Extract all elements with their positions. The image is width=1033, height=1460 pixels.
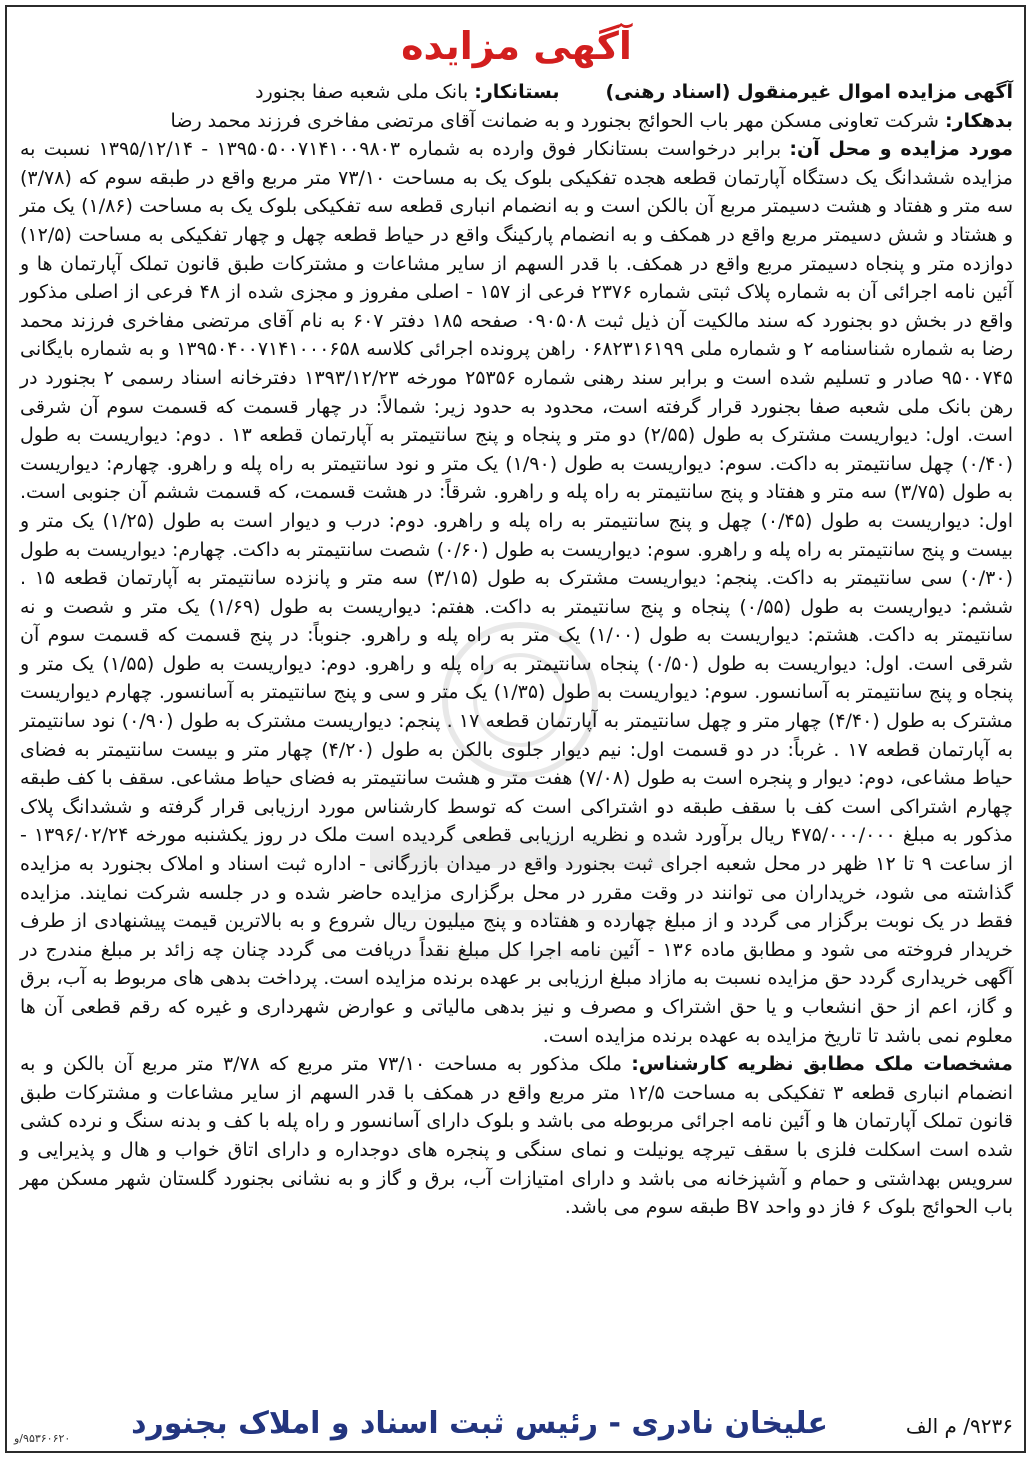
creditor-label: بستانکار: <box>474 81 560 103</box>
debtor-label: بدهکار: <box>944 109 1013 132</box>
property-specs-text: ملک مذکور به مساحت ۷۳/۱۰ متر مربع که ۳/۷۸ متر مربع آن بالکن و به انضمام انباری قطعه ۳ تفکیکی به مساحت ۱۲/۵ متر مربع واقع در همکف با قدر السهم از سایر مشاعات و مشترکات طبق قانون تملک آپارتمان ها و آئین نامه اجرائی مربوطه می باشد و بلوک دارای آسانسور و راه پله با کف و بدنه سنگ و نرده کشی شده است اسکلت فلزی با سقف تیرچه یونیلت و نمای سنگی و پنجره های دوجداره و دارای اتاق خواب و هال و پذیرایی و سرویس بهداشتی و حمام و آشپزخانه می باشد و دارای امتیازات آب، برق و گاز و به نشانی بجنورد گلستان شهر مسکن مهر باب الحوائج بلوک ۶ فاز دو واحد B۷ طبقه سوم می باشد. <box>20 1053 1014 1219</box>
debtor-value: شرکت تعاونی مسکن مهر باب الحوائج بجنورد و به ضمانت آقای مرتضی مفاخری فرزند محمد رضا <box>170 109 939 132</box>
signatory-name: علیخان نادری - رئیس ثبت اسناد و املاک بجنورد <box>131 1406 828 1441</box>
auction-subject-label: مورد مزایده و محل آن: <box>789 138 1013 161</box>
auction-subject-text: برابر درخواست بستانکار فوق وارده به شماره ۱۳۹۵۰۵۰۰۷۱۴۱۰۰۹۸۰۳ - ۱۳۹۵/۱۲/۱۴ نسبت به مزایده ششدانگ یک دستگاه آپارتمان قطعه هجده تفکیکی بلوک یک به مساحت ۷۳/۱۰ متر مربع واقع در طبقه سوم که (۳/۷۸) سه متر و هفتاد و هشت دسیمتر مربع آن بالکن است و به انضمام انباری قطعه سه تفکیکی بلوک یک به مساحت (۱/۸۶) یک متر و هشتاد و شش دسیمتر مربع واقع در همکف و به انضمام پارکینگ واقع در حیاط قطعه چهل و چهار تفکیکی به مساحت (۱۲/۵) دوازده متر و پنجاه دسیمتر مربع واقع در همکف. با قدر السهم از سایر مشاعات و مشترکات طبق قانون تملک آپارتمان ها و آئین نامه اجرائی آن به شماره پلاک ثبتی شماره ۲۳۷۶ فرعی از ۱۵۷ - اصلی مفروز و مجزی شده از ۴۸ فرعی از اصلی مذکور واقع در بخش دو بجنورد که سند مالکیت آن ذیل ثبت ۰۹۰۵۰۸ صفحه ۱۸۵ دفتر ۶۰۷ به نام آقای مرتضی مفاخری فرزند محمد رضا به شماره شناسنامه ۲ و شماره ملی ۰۶۸۲۳۱۶۱۹۹ راهن پرونده اجرائی کلاسه ۱۳۹۵۰۴۰۰۷۱۴۱۰۰۰۶۵۸ و به شماره بایگانی ۹۵۰۰۷۴۵ صادر و تسلیم شده است و برابر سند رهنی شماره ۲۵۳۵۶ مورخه ۱۳۹۳/۱۲/۲۳ دفترخانه اسناد رسمی ۲ بجنورد در رهن بانک ملی شعبه صفا بجنورد قرار گرفته است، محدود به حدود زیر: شمالاً: در چهار قسمت که قسمت سوم آن شرقی است. اول: دیواریست مشترک به طول (۲/۵۵) دو متر و پنجاه و پنج سانتیمتر به آپارتمان قطعه ۱۳ . دوم: دیواریست به طول (۰/۴۰) چهل سانتیمتر به داکت. سوم: دیواریست به طول (۱/۹۰) یک متر و نود سانتیمتر به راه پله و راهرو. چهارم: دیواریست به طول (۳/۷۵) سه متر و هفتاد و پنج سانتیمتر به راه پله و راهرو. شرقاً: در هشت قسمت، که قسمت ششم آن جنوبی است. اول: دیواریست به طول (۰/۴۵) چهل و پنج سانتیمتر به راه پله و راهرو. دوم: درب و دیوار است به طول (۱/۲۵) یک متر و بیست و پنج سانتیمتر به راه پله و راهرو. سوم: دیواریست به طول (۰/۶۰) شصت سانتیمتر به داکت. چهارم: دیواریست به طول (۰/۳۰) سی سانتیمتر به داکت. پنجم: دیواریست مشترک به طول (۳/۱۵) سه متر و پانزده سانتیمتر به آپارتمان قطعه ۱۵ . ششم: دیواریست به طول (۰/۵۵) پنجاه و پنج سانتیمتر به داکت. هفتم: دیواریست به طول (۱/۶۹) یک متر و شصت و نه سانتیمتر به داکت. هشتم: دیواریست به طول (۱/۰۰) یک متر به راه پله و راهرو. جنوباً: در پنج قسمت که قسمت سوم آن شرقی است. اول: دیواریست به طول (۰/۵۰) پنجاه سانتیمتر به راه پله و راهرو. دوم: دیواریست به طول (۱/۵۵) یک متر و پنجاه و پنج سانتیمتر به آسانسور. سوم: دیواریست به طول (۱/۳۵) یک متر و سی و پنج سانتیمتر به آسانسور. چهارم دیواریست مشترک به طول (۴/۴۰) چهار متر و چهل سانتیمتر به آپارتمان قطعه ۱۷ . پنجم: دیواریست مشترک به طول (۰/۹۰) نود سانتیمتر به آپارتمان قطعه ۱۷ . غرباً: در دو قسمت اول: نیم دیوار جلوی بالکن به طول (۴/۲۰) چهار متر و بیست سانتیمتر به فضای حیاط مشاعی، دوم: دیوار و پنجره است به طول (۷/۰۸) هفت متر و هشت سانتیمتر به فضای حیاط مشاعی. سقف با کف طبقه چهارم اشتراکی است کف با سقف طبقه دو اشتراکی است که توسط کارشناس مورد ارزیابی قرار گرفته و ششدانگ پلاک مذکور به مبلغ ۴۷۵/۰۰۰/۰۰۰ ریال برآورد شده و نظریه ارزیابی قطعی گردیده است ملک در روز یکشنبه مورخه ۱۳۹۶/۰۲/۲۴ - از ساعت ۹ تا ۱۲ ظهر در محل شعبه اجرای ثبت بجنورد واقع در میدان بازرگانی - اداره ثبت اسناد و املاک بجنورد به مزایده گذاشته می شود، خریداران می توانند در وقت مقرر در محل برگزاری مزایده حاضر شده و در جلسه شرکت نمایند. مزایده فقط در یک نوبت برگزار می گردد و از مبلغ چهارده و هفتاده و پنج میلیون ریال شروع و به بالاترین قیمت پیشنهادی از طرف خریدار فروخته می شود و مطابق ماده ۱۳۶ - آئین نامه اجرا کل مبلغ نقداً دریافت می گردد چنان چه زائد بر مبلغ مندرج در آگهی خریداری گردد حق مزایده نسبت به مازاد مبلغ ارزیابی بر عهده برنده مزایده است. پرداخت بدهی های مربوط به آب، برق و گاز، اعم از حق انشعاب و یا حق اشتراک و مصرف و نیز بدهی مالیاتی و عوارض شهرداری و غیره که رقم قطعی آن ها معلوم نمی باشد تا تاریخ مزایده به عهده برنده مزایده است. <box>20 138 1014 1047</box>
property-specs-label: مشخصات ملک مطابق نظریه کارشناس: <box>631 1053 1013 1076</box>
property-specs-paragraph <box>20 1050 1013 1222</box>
debtor-line <box>20 107 1013 136</box>
creditor-value: بانک ملی شعبه صفا بجنورد <box>255 81 469 103</box>
auction-notice <box>20 14 1013 1222</box>
auction-subject-paragraph <box>20 135 1013 1050</box>
notice-subject: آگهی مزایده اموال غیرمنقول (اسناد رهنی) <box>605 81 1013 103</box>
notice-title: آگهی مزایده <box>401 24 632 68</box>
side-reference-code: ۹۵۳۶۰۶۲۰/و <box>14 1432 71 1445</box>
notice-subject-line <box>20 78 1013 107</box>
notice-code: ۹۲۳۶/ م الف <box>905 1414 1013 1438</box>
